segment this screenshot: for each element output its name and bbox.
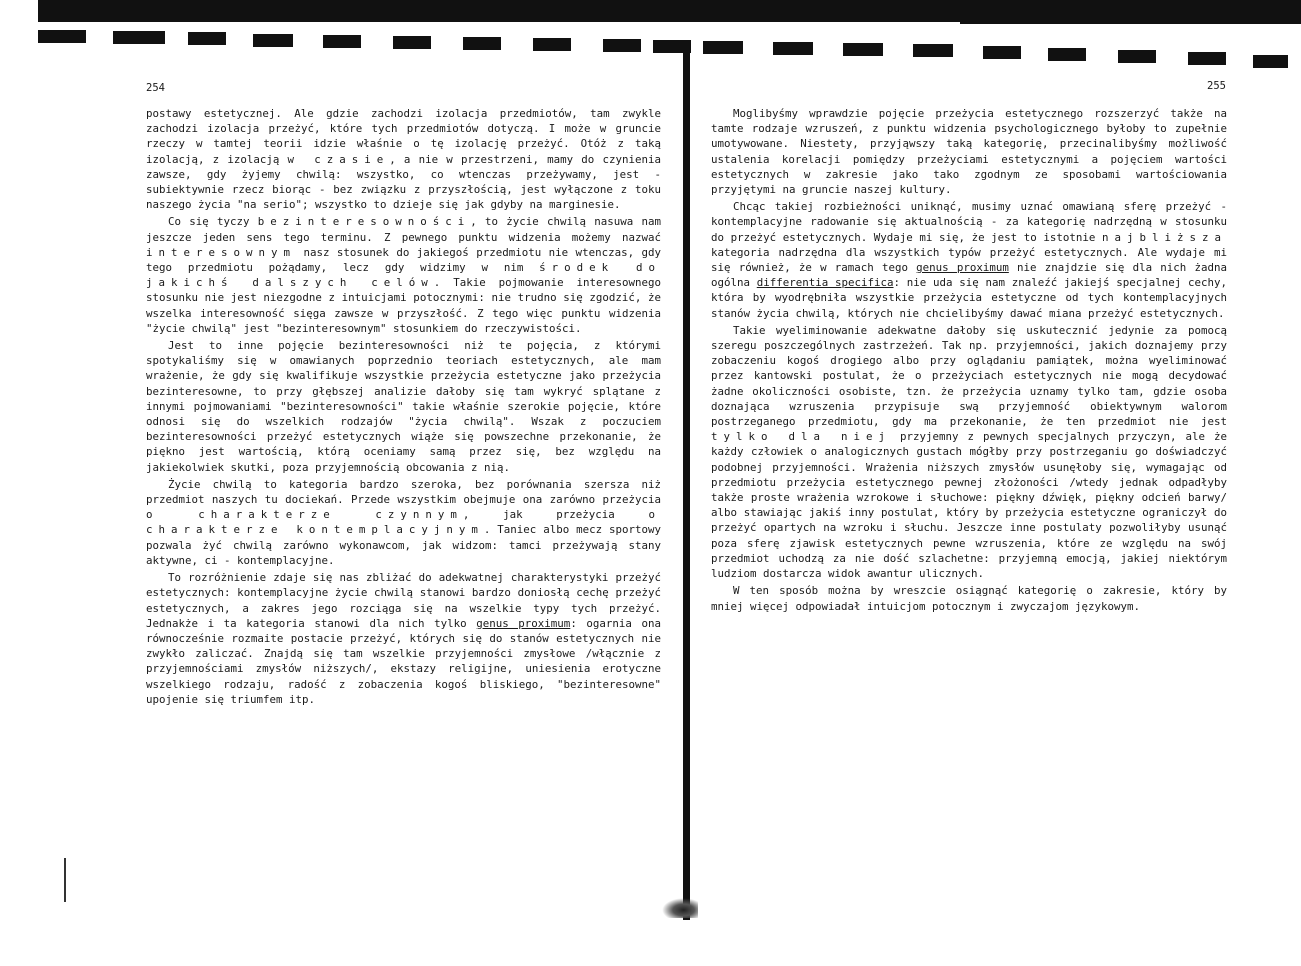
text-run: , a nie w przestrzeni, mamy do czynienia zawsze, gdy żyjemy chwilą: wszystko, co wtenczas przeżywamy, jest - subiektywnie rzecz biorąc - bez związku z przyszłością, jest wyłączone z toku naszego życia "na serio"; wszystko to dzieje się jak gdyby na marginesie. — [146, 152, 661, 212]
paragraph — [146, 570, 661, 707]
text-run: Chcąc takiej rozbieżności uniknąć, musimy uznać omawianą sferę przeżyć - kontemplacyjne radowanie się aktualnością - za kategorię nadrzędną w stosunku do przeżyć estetycznych. Wydaje mi się, że jest to istotnie — [711, 200, 1227, 244]
scan-margin-mark — [64, 858, 66, 902]
underlined-term: differentia specifica — [756, 276, 894, 290]
text-run: Moglibyśmy wprawdzie pojęcie przeżycia estetycznego rozszerzyć także na tamte rodzaje wzruszeń, z punktu widzenia psychologicznego byłoby to zupełnie umotywowane. Niestety, przyjąwszy taką kategorię, przecinalibyśmy możliwość ustalenia korelacji pomiędzy przeżyciami estetycznymi a pojęciem wartości estetycznych w zakresie jako tako zgodnym ze sposobami wartościowania przyjętymi na gruncie naszej kultury. — [711, 107, 1227, 197]
registration-mark — [1048, 48, 1086, 61]
book-spine-fold — [683, 40, 690, 920]
paragraph — [146, 338, 661, 475]
registration-mark — [843, 43, 883, 56]
registration-mark — [603, 39, 641, 52]
registration-mark — [463, 37, 501, 50]
left-page-number: 254 — [146, 82, 165, 94]
spaced-emphasis: o charakterze czynnym — [146, 508, 463, 522]
spaced-emphasis: bezinteresowności — [257, 215, 471, 229]
registration-mark — [703, 41, 743, 54]
registration-mark — [253, 34, 293, 47]
text-run: : ogarnia ona równocześnie rozmaite postacie przeżyć, których się do stanów estetycznych nie zwykło zaliczać. Znajdą się tam wszelkie przyjemności zmysłowe /włącznie z przyjemnościami zmysłów niższych/, ekstazy religijne, uniesienia erotyczne wszelkiego rodzaju, radość z zobaczenia kogoś bliskiego, "bezinteresowne" upojenie się triumfem itp. — [146, 616, 661, 706]
underlined-term: genus proximum — [476, 616, 571, 630]
registration-mark — [393, 36, 431, 49]
text-run: przyjemny z pewnych specjalnych przyczyn, ale że każdy człowiek o analogicznych gustach mógłby przy postrzeganiu go doświadczyć podobnej przyjemności. Wrażenia niższych zmysłów usunęłoby się, wymagając od przedmiotu przeżycia estetycznego pewnej złożoności /wtedy jednak odpadłyby także proste wrażenia wzrokowe i słuchowe: piękny dźwięk, piękny odcień barwy/ albo stawiając jakiś inny postulat, który by przeżycia estetyczne ograniczył do przeżyć opartych na wzroku i słuchu. Jeszcze inne postulaty pozwoliłyby usunąć poza sferę zjawisk estetycznych pewne wzruszenia, które ze względu na swój przedmiot uchodzą za nie dość szlachetne: przyjemną emocją, jakiej niektórym ludziom dostarcza widok awantur ulicznych. — [711, 430, 1227, 581]
spaced-emphasis: w czasie — [287, 152, 390, 166]
text-run: Życie chwilą to kategoria bardzo szeroka, bez porównania szersza niż przedmiot naszych tu dociekań. Przede wszystkim obejmuje ona zarówno przeżycia — [146, 477, 661, 507]
text-run: . Taniec albo mecz sportowy pozwala żyć chwilą zarówno wykonawcom, jak widzom: tamci przeżywają stany aktywne, ci - kontemplacyjne. — [146, 523, 661, 567]
registration-mark — [323, 35, 361, 48]
paragraph — [711, 323, 1227, 581]
spaced-emphasis: tylko dla niej — [711, 430, 891, 444]
text-run: Takie wyeliminowanie adekwatne dałoby się uskutecznić jedynie za pomocą szeregu poszczególnych zastrzeżeń. Tak np. przyjemności, jakich doznajemy przy zobaczeniu kogoś drogiego albo przy oglądaniu pamiątek, można wyeliminować przez kantowski postulat, że o przeżyciach estetycznych nie mogą decydować żadne okoliczności osobiste, tzn. że przeżycia uznamy tylko tam, gdzie osoba doznająca wzruszenia przypisuje swą przyjemność obiektywnym walorom postrzeganego przedmiotu, gdy ma przekonanie, że ten przedmiot nie jest — [711, 323, 1227, 429]
text-run: , jak przeżycia — [462, 508, 649, 522]
spaced-emphasis: interesownym — [146, 245, 297, 259]
paragraph — [711, 199, 1227, 321]
registration-mark — [983, 46, 1021, 59]
registration-mark — [1188, 52, 1226, 65]
registration-mark — [533, 38, 571, 51]
right-page-text — [711, 106, 1227, 616]
text-run: , to życie chwilą nasuwa nam jeszcze jeden sens tego terminu. Z pewnego punktu widzenia możemy nazwać — [146, 215, 661, 244]
registration-mark — [1253, 55, 1288, 68]
spaced-emphasis: środek do jakichś dalszych celów — [146, 261, 661, 290]
text-run: Jest to inne pojęcie bezinteresowności niż te pojęcia, z którymi spotykaliśmy się w omawianych poprzednio teoriach estetycznych, ale mam wrażenie, że gdy się kwalifikuje wszystkie przeżycia estetyczne jako przeżycia bezinteresowne, to przy głębszej analizie dałoby się tam wykryć splątane z innymi pojmowaniami "bezinteresowności" takie właśnie szerokie pojęcie, które odnosi się do wszelkich rodzajów "życia chwilą". Wszak z poczuciem bezinteresowności przeżyć estetycznych wiąże się powszechne przekonanie, że piękno jest wartością, którą oceniamy samą przez się, bez względu na jakiekolwiek skutki, poza przyjemnością obcowania z nią. — [146, 339, 661, 474]
underlined-term: genus proximum — [916, 261, 1009, 275]
text-run: . Takie pojmowanie interesownego stosunku nie jest niezgodne z intuicjami potocznymi: nie trudno się zgodzić, że wszelka interesowność sięga zawsze w przyszłość. Z tego więc punktu widzenia "życie chwilą" jest "bezinteresownym" stosunkiem do rzeczywistości. — [146, 276, 661, 335]
spaced-emphasis: najbliższa — [1101, 230, 1227, 244]
registration-mark — [188, 32, 226, 45]
paragraph — [146, 106, 661, 212]
scan-top-dark-band-right — [960, 12, 1301, 24]
registration-mark — [773, 42, 813, 55]
text-run: postawy estetycznej. Ale gdzie zachodzi izolacja przedmiotów, tam zwykle zachodzi izolacja przeżyć, które tych przedmiotów dotyczą. I może w gruncie rzeczy w tamtej teorii idzie właśnie o tę izolację przeżyć. Otóż z taką izolacją, z izolacją — [146, 107, 661, 166]
registration-mark — [1118, 50, 1156, 63]
spaced-emphasis: o charakterze kontemplacyjnym — [146, 508, 661, 537]
paragraph — [146, 477, 661, 568]
text-run: nasz stosunek do jakiegoś przedmiotu nie wtenczas, gdy tego przedmiotu pożądamy, lecz gdy widzimy w nim — [146, 245, 661, 275]
scan-registration-marks — [38, 28, 1301, 78]
text-run: To rozróżnienie zdaje się nas zbliżać do adekwatnej charakterystyki przeżyć estetycznych: kontemplacyjne życie chwilą stanowi bardzo doniosłą cechę przeżyć estetycznych, a zakres jego rozciąga się na wszelkie typy tych przeżyć. Jednakże i ta kategoria stanowi dla nich tylko — [146, 571, 661, 630]
text-run: : nie uda się nam znaleźć jakiejś specjalnej cechy, która by wyodrębniła wszystkie przeżycia estetyczne od tych kontemplacyjnych stanów życia chwilą, których nie chcielibyśmy dawać miana przeżyć estetycznych. — [711, 276, 1227, 320]
text-run: Co się tyczy — [168, 215, 258, 229]
paragraph — [711, 106, 1227, 197]
text-run: nie znajdzie się dla nich żadna ogólna — [711, 261, 1227, 290]
left-page-text — [146, 106, 661, 709]
registration-mark — [113, 31, 165, 44]
paragraph — [146, 214, 661, 336]
paragraph — [711, 583, 1227, 613]
registration-mark — [913, 44, 953, 57]
right-page-number: 255 — [1207, 80, 1226, 92]
registration-mark — [38, 30, 86, 43]
text-run: W ten sposób można by wreszcie osiągnąć kategorię o zakresie, który by mniej więcej odpowiadał intuicjom potocznym i zwyczajom językowym. — [711, 584, 1227, 613]
book-spine-shadow — [662, 898, 698, 918]
text-run: kategoria nadrzędna dla wszystkich typów przeżyć estetycznych. Ale wydaje mi się również, że w ramach tego — [711, 245, 1227, 275]
